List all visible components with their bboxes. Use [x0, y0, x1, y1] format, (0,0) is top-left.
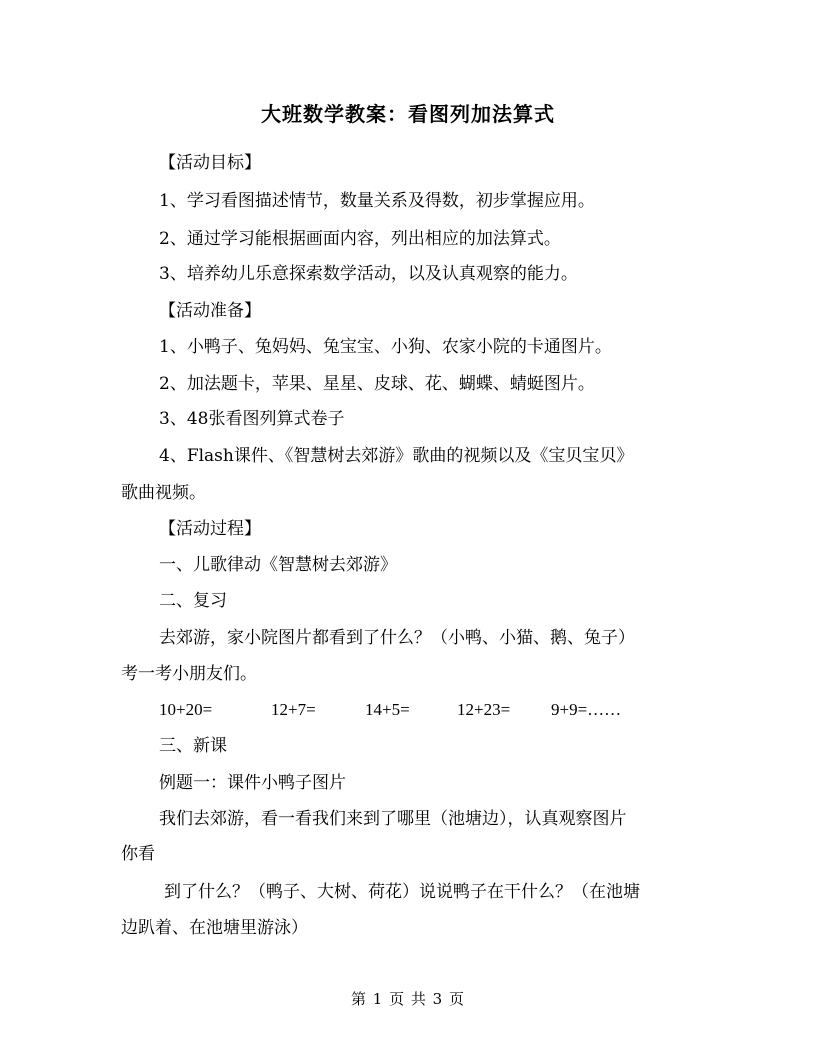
prep-item: 2、加法题卡，苹果、星星、皮球、花、蝴蝶、蜻蜓图片。	[159, 374, 595, 394]
example-title: 例题一：课件小鸭子图片	[159, 773, 346, 793]
goal-item: 2、通过学习能根据画面内容，列出相应的加法算式。	[159, 229, 561, 249]
process-item: 一、儿歌律动《智慧树去郊游》	[159, 555, 397, 575]
lesson-text: 我们去郊游，看一看我们来到了哪里（池塘边），认真观察图片	[159, 809, 627, 829]
prep-item-continuation: 歌曲视频。	[121, 483, 206, 503]
prep-heading: 【活动准备】	[159, 301, 261, 321]
formula: 14+5=	[365, 700, 410, 719]
prep-item: 1、小鸭子、兔妈妈、兔宝宝、小狗、农家小院的卡通图片。	[159, 337, 612, 357]
prep-item: 3、48张看图列算式卷子	[159, 409, 345, 429]
formula: 12+7=	[271, 700, 316, 719]
process-heading: 【活动过程】	[159, 519, 261, 539]
lesson-text: 到了什么？（鸭子、大树、荷花）说说鸭子在干什么？（在池塘	[164, 882, 640, 902]
process-item: 去郊游，家小院图片都看到了什么？（小鸭、小猫、鹅、兔子）	[159, 628, 635, 648]
lesson-text-continuation: 边趴着、在池塘里游泳）	[121, 918, 308, 938]
process-item: 二、复习	[159, 591, 227, 611]
prep-item: 4、Flash课件、《智慧树去郊游》歌曲的视频以及《宝贝宝贝》	[159, 446, 634, 466]
lesson-text-continuation: 你看	[121, 844, 155, 864]
goal-item: 1、学习看图描述情节，数量关系及得数，初步掌握应用。	[159, 191, 595, 211]
new-lesson-heading: 三、新课	[159, 736, 227, 756]
goals-heading: 【活动目标】	[159, 153, 261, 173]
page-footer: 第 1 页 共 3 页	[351, 990, 465, 1008]
goal-item: 3、培养幼儿乐意探索数学活动，以及认真观察的能力。	[159, 264, 578, 284]
formula: 12+23=	[457, 700, 511, 719]
formula: 10+20=	[159, 700, 213, 719]
process-item-continuation: 考一考小朋友们。	[121, 664, 257, 684]
formula: 9+9=……	[551, 700, 622, 719]
document-title: 大班数学教案：看图列加法算式	[261, 102, 555, 126]
